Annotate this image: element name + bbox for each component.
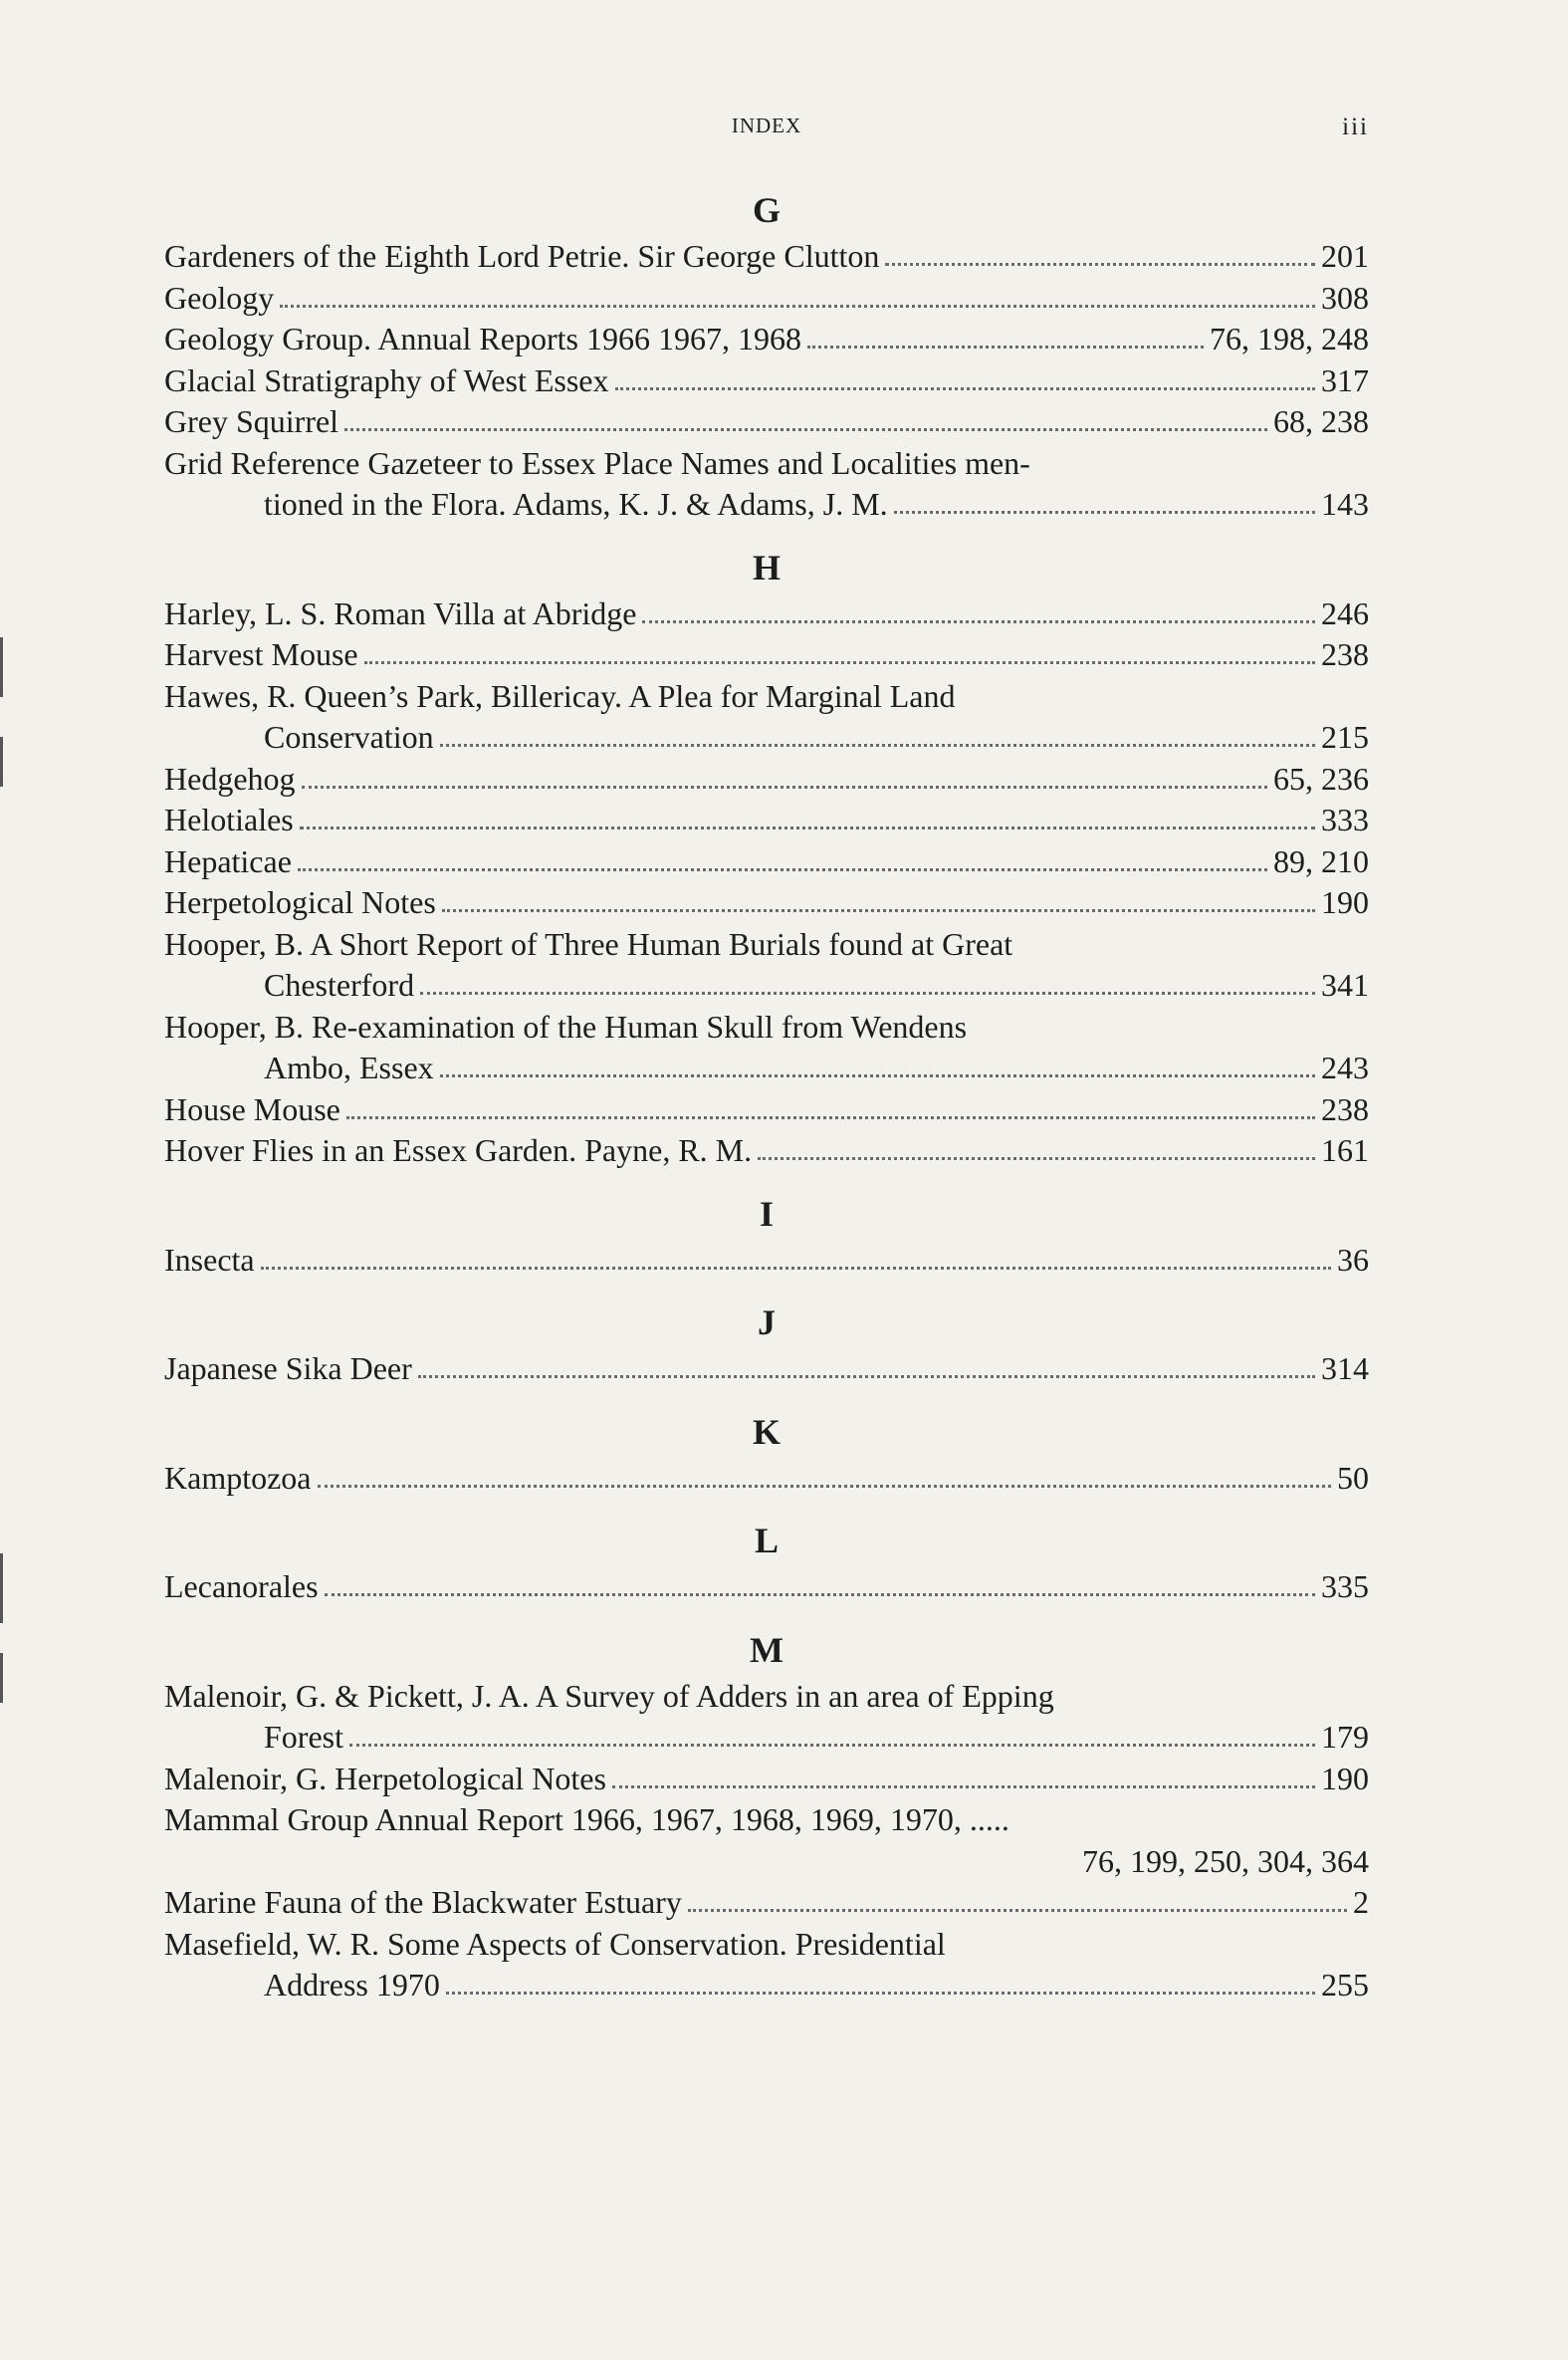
entry-text: Hedgehog xyxy=(164,760,296,797)
index-body xyxy=(164,184,1369,2006)
dot-leader xyxy=(440,744,1315,747)
entry-pages: 341 xyxy=(1321,967,1369,1003)
entry-pages: 215 xyxy=(1321,719,1369,755)
index-entry xyxy=(164,1965,1369,2006)
entry-pages: 179 xyxy=(1321,1719,1369,1755)
index-entry xyxy=(164,882,1369,924)
entry-pages: 161 xyxy=(1321,1132,1369,1168)
index-section xyxy=(164,1297,1369,1390)
section-letter: L xyxy=(754,1521,779,1560)
entry-text: Malenoir, G. & Pickett, J. A. A Survey of Adders in an area of Epping xyxy=(164,1677,1054,1714)
index-entry xyxy=(164,1717,1369,1759)
entry-text: Grid Reference Gazeteer to Essex Place Names and Localities men- xyxy=(164,444,1030,481)
entry-text: tioned in the Flora. Adams, K. J. & Adams, J. M. xyxy=(264,486,888,522)
index-entry xyxy=(164,841,1369,883)
running-title: INDEX xyxy=(731,114,802,137)
index-entry xyxy=(164,1048,1369,1089)
page-number: iii xyxy=(1342,114,1369,140)
dot-leader xyxy=(344,428,1267,431)
scan-margin-mark xyxy=(0,1653,3,1703)
dot-leader xyxy=(418,1375,1315,1378)
section-letter: G xyxy=(752,190,781,230)
entry-text: Address 1970 xyxy=(264,1967,440,2003)
index-entry xyxy=(164,593,1369,635)
entry-text: Harley, L. S. Roman Villa at Abridge xyxy=(164,594,637,631)
dot-leader xyxy=(442,909,1315,912)
index-entry xyxy=(164,1240,1369,1282)
index-entry xyxy=(164,1759,1369,1800)
index-entry xyxy=(164,1676,1369,1718)
index-entry xyxy=(164,278,1369,320)
index-entry xyxy=(164,484,1369,526)
index-entry xyxy=(164,676,1369,718)
index-entry xyxy=(164,1089,1369,1131)
index-section xyxy=(164,1406,1369,1500)
scan-margin-mark xyxy=(0,637,3,697)
section-letter: K xyxy=(752,1411,781,1452)
entry-text: Forest xyxy=(264,1719,343,1755)
section-letter: J xyxy=(758,1302,776,1342)
entry-pages: 314 xyxy=(1321,1350,1369,1386)
dot-leader xyxy=(346,1116,1315,1119)
entry-text: Geology Group. Annual Reports 1966 1967, 1968 xyxy=(164,321,801,356)
index-entry xyxy=(164,1348,1369,1390)
entry-text: Chesterford xyxy=(264,967,415,1003)
dot-leader xyxy=(688,1909,1347,1912)
entry-text: Helotiales xyxy=(164,802,294,837)
entry-text: Hover Flies in an Essex Garden. Payne, R. M. xyxy=(164,1132,753,1168)
index-entry xyxy=(164,924,1369,966)
dot-leader xyxy=(807,346,1204,349)
dot-leader xyxy=(300,826,1315,829)
scan-margin-mark xyxy=(0,1553,3,1623)
entry-text: Herpetological Notes xyxy=(164,884,436,920)
index-entry xyxy=(164,965,1369,1007)
section-letter: H xyxy=(752,547,781,588)
scan-margin-mark xyxy=(0,737,3,787)
dot-leader xyxy=(758,1157,1315,1160)
index-entry xyxy=(164,319,1369,360)
entry-text: House Mouse xyxy=(164,1090,340,1127)
running-head xyxy=(164,110,1369,149)
dot-leader xyxy=(318,1485,1332,1488)
entry-pages: 65, 236 xyxy=(1273,760,1369,797)
dot-leader xyxy=(615,387,1316,390)
entry-pages: 50 xyxy=(1337,1459,1369,1496)
entry-text: Marine Fauna of the Blackwater Estuary xyxy=(164,1884,682,1920)
index-entry xyxy=(164,800,1369,841)
entry-pages: 255 xyxy=(1321,1967,1369,2003)
entry-pages: 76, 199, 250, 304, 364 xyxy=(1082,1842,1369,1879)
index-entry xyxy=(164,759,1369,801)
entry-text: Geology xyxy=(164,279,275,316)
entry-pages: 190 xyxy=(1321,1760,1369,1796)
entry-pages: 68, 238 xyxy=(1273,403,1369,439)
entry-text: Japanese Sika Deer xyxy=(164,1350,412,1386)
entry-text: Ambo, Essex xyxy=(264,1050,434,1085)
entry-pages: 2 xyxy=(1353,1884,1369,1920)
entry-text: Mammal Group Annual Report 1966, 1967, 1968, 1969, 1970, ..... xyxy=(164,1801,1009,1837)
entry-text: Insecta xyxy=(164,1241,255,1278)
section-letter: I xyxy=(759,1193,774,1234)
index-entry xyxy=(164,1924,1369,1966)
index-section xyxy=(164,1188,1369,1282)
dot-leader xyxy=(325,1593,1315,1596)
entry-text: Lecanorales xyxy=(164,1568,319,1604)
dot-leader xyxy=(302,786,1267,789)
entry-pages: 238 xyxy=(1321,636,1369,672)
index-section xyxy=(164,1515,1369,1608)
dot-leader xyxy=(364,661,1315,664)
dot-leader xyxy=(349,1744,1315,1747)
index-entry xyxy=(164,1566,1369,1608)
index-entry xyxy=(164,443,1369,485)
entry-pages: 333 xyxy=(1321,802,1369,837)
entry-text: Hawes, R. Queen’s Park, Billericay. A Plea for Marginal Land xyxy=(164,677,956,714)
entry-pages: 201 xyxy=(1321,238,1369,274)
entry-text: Harvest Mouse xyxy=(164,636,358,672)
index-entry xyxy=(164,236,1369,278)
dot-leader xyxy=(446,1992,1315,1995)
entry-text: Grey Squirrel xyxy=(164,403,339,439)
dot-leader xyxy=(261,1267,1331,1270)
entry-text: Glacial Stratigraphy of West Essex xyxy=(164,361,609,398)
entry-text: Hepaticae xyxy=(164,842,292,879)
index-entry xyxy=(164,717,1369,759)
index-entry xyxy=(164,1458,1369,1500)
index-section xyxy=(164,542,1369,1172)
entry-text: Kamptozoa xyxy=(164,1459,312,1496)
dot-leader xyxy=(280,305,1315,308)
entry-pages: 143 xyxy=(1321,486,1369,522)
index-entry xyxy=(164,401,1369,443)
dot-leader xyxy=(894,511,1315,514)
index-entry xyxy=(164,1841,1369,1883)
entry-text: Hooper, B. Re-examination of the Human Skull from Wendens xyxy=(164,1008,968,1045)
section-letter: M xyxy=(750,1629,784,1670)
dot-leader xyxy=(440,1074,1315,1077)
entry-pages: 36 xyxy=(1337,1241,1369,1278)
dot-leader xyxy=(420,992,1315,995)
entry-pages: 243 xyxy=(1321,1050,1369,1085)
dot-leader xyxy=(885,263,1315,266)
index-entry xyxy=(164,634,1369,676)
entry-text: Gardeners of the Eighth Lord Petrie. Sir George Clutton xyxy=(164,238,880,274)
entry-pages: 190 xyxy=(1321,884,1369,920)
index-section xyxy=(164,184,1369,526)
entry-pages: 89, 210 xyxy=(1273,842,1369,879)
entry-text: Hooper, B. A Short Report of Three Human Burials found at Great xyxy=(164,925,1013,962)
index-entry xyxy=(164,360,1369,402)
dot-leader xyxy=(612,1785,1315,1788)
entry-pages: 76, 198, 248 xyxy=(1210,321,1369,356)
entry-pages: 238 xyxy=(1321,1090,1369,1127)
dot-leader xyxy=(642,620,1315,623)
index-entry xyxy=(164,1799,1369,1841)
entry-pages: 317 xyxy=(1321,361,1369,398)
index-entry xyxy=(164,1130,1369,1172)
dot-leader xyxy=(298,868,1267,871)
entry-text: Malenoir, G. Herpetological Notes xyxy=(164,1760,606,1796)
entry-pages: 335 xyxy=(1321,1568,1369,1604)
entry-text: Masefield, W. R. Some Aspects of Conservation. Presidential xyxy=(164,1925,946,1962)
entry-pages: 246 xyxy=(1321,594,1369,631)
index-entry xyxy=(164,1882,1369,1924)
index-entry xyxy=(164,1007,1369,1049)
index-section xyxy=(164,1624,1369,2006)
entry-pages: 308 xyxy=(1321,279,1369,316)
entry-text: Conservation xyxy=(264,719,434,755)
